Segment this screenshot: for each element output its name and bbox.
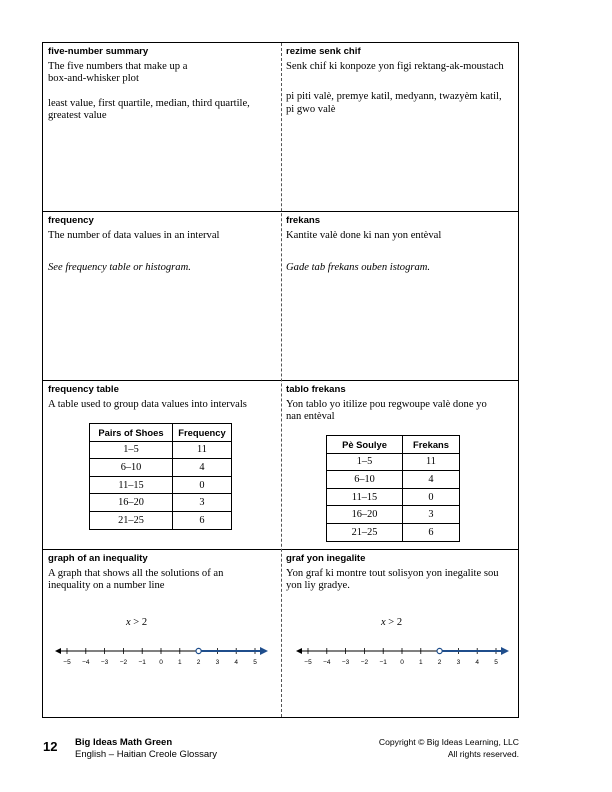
table-row — [90, 441, 232, 459]
tick-label: 5 — [253, 659, 257, 666]
frequency-cell: 11 — [403, 453, 460, 471]
tick-label: 4 — [475, 659, 480, 666]
interval-cell: 21–25 — [90, 511, 173, 529]
tick-label: −5 — [63, 659, 71, 666]
interval-cell: 6–10 — [90, 459, 173, 477]
card-frequency-table-en — [43, 381, 281, 549]
definition-line: A table used to group data values into intervals — [48, 399, 247, 410]
card-frequency-en — [43, 212, 281, 380]
number-line — [296, 642, 508, 672]
definition-line: The five numbers that make up a — [48, 61, 188, 72]
card-inequality-ht — [281, 550, 520, 719]
inequality-value: 2 — [141, 617, 148, 628]
tick-label: 0 — [400, 659, 404, 666]
tick-label: 3 — [456, 659, 461, 666]
example-line: pi gwo valè — [286, 103, 336, 115]
tick-label: 0 — [159, 659, 163, 666]
interval-cell: 16–20 — [327, 506, 403, 524]
term-heading: frequency table — [48, 384, 119, 395]
term-heading: frequency — [48, 215, 94, 226]
tick-label: −1 — [138, 659, 146, 666]
card-five-number-ht — [281, 43, 520, 211]
tick-label: 1 — [418, 659, 423, 666]
frequency-table — [326, 435, 460, 542]
tick-label: 2 — [196, 659, 201, 666]
book-title: Big Ideas Math Green — [75, 737, 173, 748]
card-frequency-table-ht — [281, 381, 520, 549]
interval-cell: 21–25 — [327, 523, 403, 541]
interval-cell: 6–10 — [327, 471, 403, 489]
table-row — [327, 506, 460, 524]
glossary-grid — [42, 42, 519, 718]
inequality-expression — [126, 617, 147, 628]
frequency-cell: 3 — [173, 494, 232, 512]
term-heading: graf yon inegalite — [286, 553, 366, 564]
definition-line: yon liy gradye. — [286, 580, 350, 592]
definition-line: Yon graf ki montre tout solisyon yon inegalite sou — [286, 568, 499, 579]
inequality-variable: x — [381, 617, 386, 628]
tick-label: 2 — [437, 659, 442, 666]
term-heading: rezime senk chif — [286, 46, 361, 57]
interval-cell: 11–15 — [327, 488, 403, 506]
number-line — [55, 642, 267, 672]
table-row — [327, 453, 460, 471]
term-heading: graph of an inequality — [48, 553, 148, 564]
term-heading: frekans — [286, 215, 321, 226]
frequency-cell: 4 — [173, 459, 232, 477]
tick-label: 1 — [177, 659, 182, 666]
example-line: pi piti valè, premye katil, medyann, twazyèm katil, — [286, 91, 502, 103]
term-heading: tablo frekans — [286, 384, 346, 395]
definition-line: Senk chif ki konpoze yon figi rektang-ak-moustach — [286, 61, 504, 72]
interval-cell: 1–5 — [327, 453, 403, 471]
frequency-cell: 0 — [173, 476, 232, 494]
tick-label: 3 — [215, 659, 220, 666]
frequency-table — [89, 423, 232, 530]
definition-line: A graph that shows all the solutions of an — [48, 568, 224, 579]
tick-label: −1 — [379, 659, 387, 666]
frequency-cell: 11 — [173, 441, 232, 459]
tick-label: −5 — [304, 659, 312, 666]
see-also: See frequency table or histogram. — [48, 262, 191, 274]
card-five-number-en — [43, 43, 281, 211]
column-header: Pairs of Shoes — [90, 424, 173, 442]
inequality-operator: > — [133, 617, 140, 628]
tick-label: −3 — [341, 659, 350, 666]
table-row — [90, 511, 232, 529]
copyright: Copyright © Big Ideas Learning, LLC — [378, 737, 519, 747]
card-inequality-en — [43, 550, 281, 719]
table-row — [90, 459, 232, 477]
example-line: least value, first quartile, median, third quartile, — [48, 97, 250, 109]
tick-label: −4 — [82, 659, 90, 666]
see-also: Gade tab frekans ouben istogram. — [286, 262, 431, 274]
column-header: Pè Soulye — [327, 436, 403, 454]
example-line: greatest value — [48, 109, 107, 121]
table-row — [90, 494, 232, 512]
definition-line: box-and-whisker plot — [48, 73, 139, 85]
tick-label: −2 — [360, 659, 369, 666]
page-footer — [0, 733, 612, 773]
page-number: 12 — [43, 739, 58, 754]
table-row — [327, 471, 460, 489]
frequency-cell: 6 — [173, 511, 232, 529]
glossary-subtitle: English – Haitian Creole Glossary — [75, 749, 218, 760]
definition-line: The number of data values in an interval — [48, 230, 220, 241]
tick-label: 4 — [234, 659, 239, 666]
column-header: Frequency — [173, 424, 232, 442]
frequency-cell: 0 — [403, 488, 460, 506]
tick-label: −4 — [323, 659, 331, 666]
interval-cell: 16–20 — [90, 494, 173, 512]
definition-line: inequality on a number line — [48, 580, 165, 592]
definition-line: Kantite valè done ki nan yon entèval — [286, 230, 442, 241]
open-circle — [196, 648, 201, 653]
frequency-cell: 6 — [403, 523, 460, 541]
inequality-operator: > — [388, 617, 395, 628]
inequality-expression — [381, 617, 402, 628]
inequality-value: 2 — [396, 617, 403, 628]
frequency-cell: 3 — [403, 506, 460, 524]
left-arrow-icon — [296, 648, 302, 654]
table-row — [90, 476, 232, 494]
frequency-cell: 4 — [403, 471, 460, 489]
table-row — [327, 488, 460, 506]
interval-cell: 11–15 — [90, 476, 173, 494]
definition-line: nan entèval — [286, 411, 335, 423]
table-row — [327, 523, 460, 541]
rights-notice: All rights reserved. — [447, 749, 519, 759]
column-header: Frekans — [403, 436, 460, 454]
card-frequency-ht — [281, 212, 520, 380]
open-circle — [437, 648, 442, 653]
left-arrow-icon — [55, 648, 61, 654]
inequality-variable: x — [126, 617, 131, 628]
interval-cell: 1–5 — [90, 441, 173, 459]
tick-label: −3 — [100, 659, 109, 666]
tick-label: −2 — [119, 659, 128, 666]
solution-arrow-icon — [260, 647, 268, 655]
definition-line: Yon tablo yo itilize pou regwoupe valè done yo — [286, 399, 487, 410]
term-heading: five-number summary — [48, 46, 149, 57]
tick-label: 5 — [494, 659, 498, 666]
solution-arrow-icon — [501, 647, 509, 655]
